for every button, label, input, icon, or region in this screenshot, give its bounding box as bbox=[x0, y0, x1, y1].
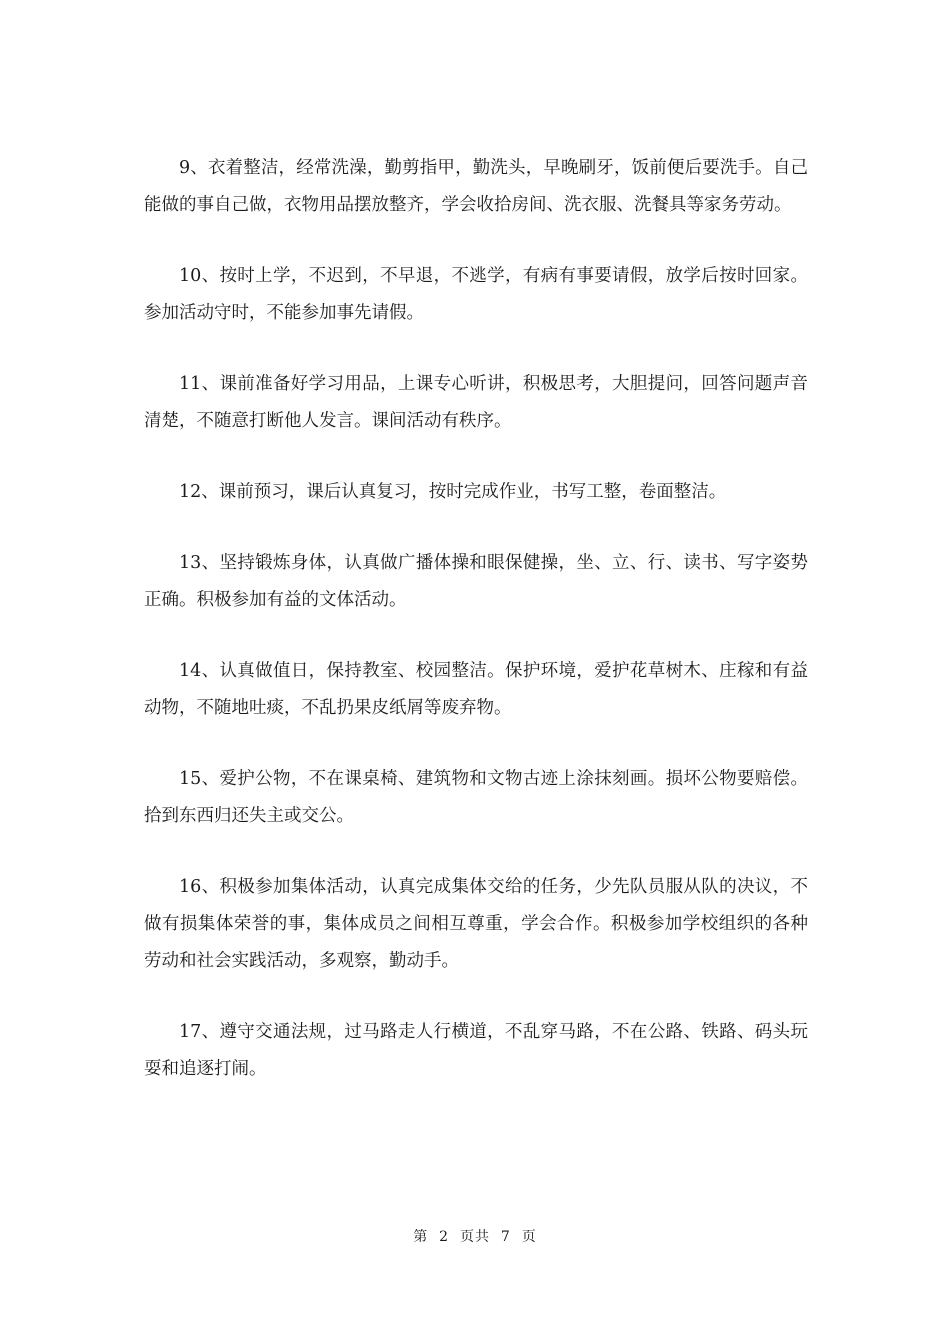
paragraph-item-17: 17、遵守交通法规，过马路走人行横道，不乱穿马路，不在公路、铁路、码头玩耍和追逐打闹。 bbox=[144, 1022, 808, 1079]
paragraph-item-13: 13、坚持锻炼身体，认真做广播体操和眼保健操，坐、立、行、读书、写字姿势正确。积极参加有益的文体活动。 bbox=[144, 553, 808, 610]
paragraph-item-16: 16、积极参加集体活动，认真完成集体交给的任务，少先队员服从队的决议，不做有损集体荣誉的事，集体成员之间相互尊重，学会合作。积极参加学校组织的各种劳动和社会实践活动，多观察，勤动手。 bbox=[144, 877, 808, 971]
document-body bbox=[144, 150, 808, 1122]
paragraph-item-12: 12、课前预习，课后认真复习，按时完成作业，书写工整，卷面整洁。 bbox=[179, 482, 727, 502]
paragraph-item-11: 11、课前准备好学习用品，上课专心听讲，积极思考，大胆提问，回答问题声音清楚，不随意打断他人发言。课间活动有秩序。 bbox=[144, 374, 808, 431]
paragraph-item-9: 9、衣着整洁，经常洗澡，勤剪指甲，勤洗头，早晚刷牙，饭前便后要洗手。自己能做的事自己做，衣物用品摆放整齐，学会收拾房间、洗衣服、洗餐具等家务劳动。 bbox=[144, 158, 808, 215]
page-footer bbox=[0, 1226, 950, 1248]
page-number: 第 2 页共 7 页 bbox=[413, 1229, 537, 1245]
paragraph-item-10: 10、按时上学，不迟到，不早退，不逃学，有病有事要请假，放学后按时回家。参加活动守时，不能参加事先请假。 bbox=[144, 266, 808, 323]
paragraph-item-15: 15、爱护公物，不在课桌椅、建筑物和文物古迹上涂抹刻画。损坏公物要赔偿。拾到东西归还失主或交公。 bbox=[144, 769, 808, 826]
paragraph-item-14: 14、认真做值日，保持教室、校园整洁。保护环境，爱护花草树木、庄稼和有益动物，不随地吐痰，不乱扔果皮纸屑等废弃物。 bbox=[144, 661, 808, 718]
